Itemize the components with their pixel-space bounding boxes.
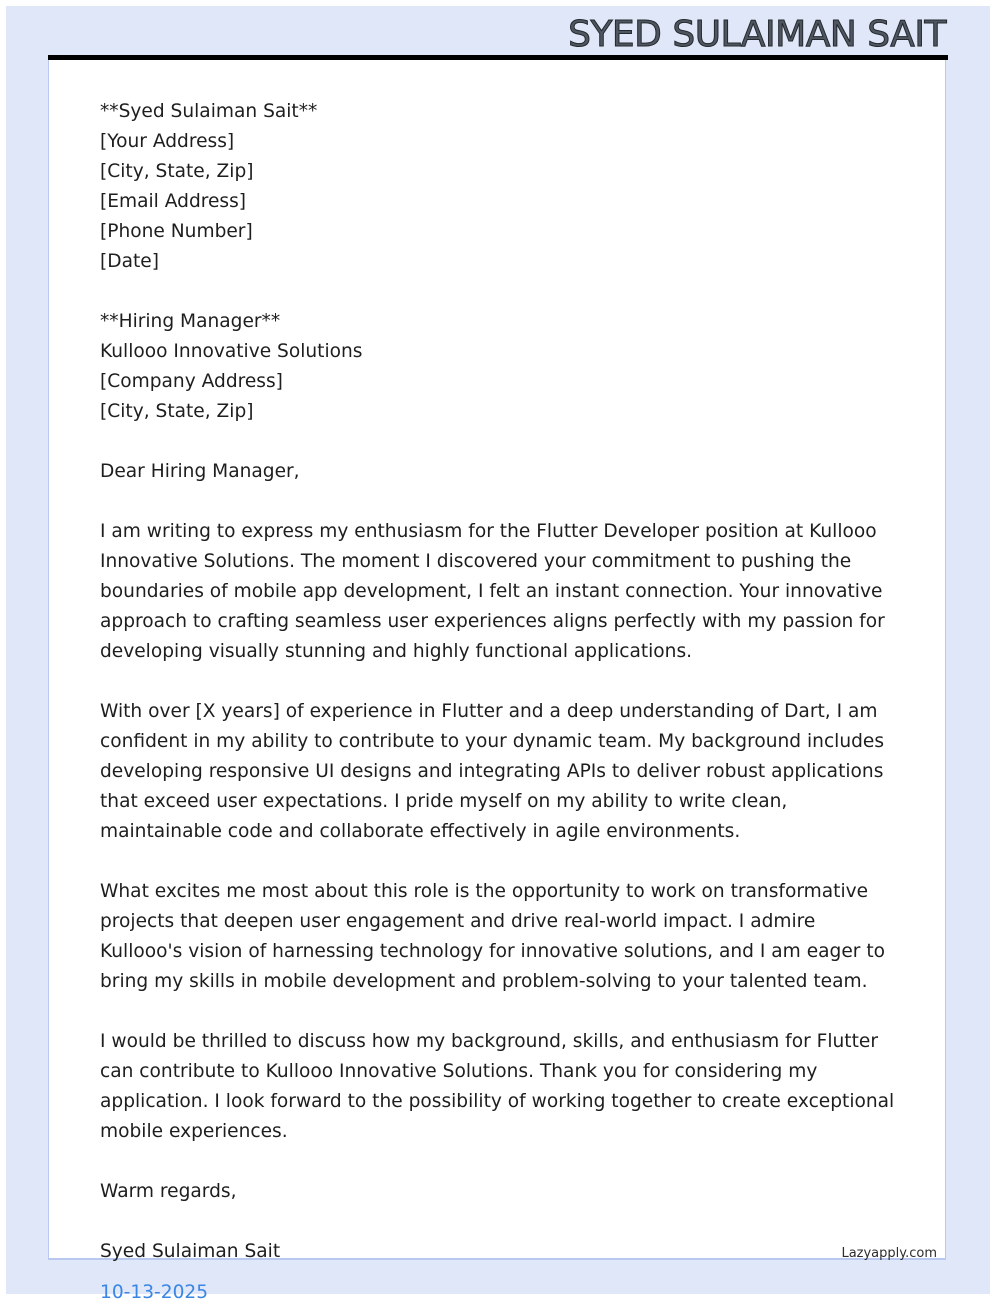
body-paragraph-1: I am writing to express my enthusiasm for the Flutter Developer position at Kullooo Innovative Solutions. The moment I discovered your commitment to pushing the boundaries of mobile app development, I felt an instant connection. Your innovative approach to crafting seamless user experiences aligns perfectly with my passion for developing visually stunning and highly functional applications. [100,521,885,662]
recipient-title: **Hiring Manager** [100,311,281,332]
body-paragraph-4: I would be thrilled to discuss how my background, skills, and enthusiasm for Flutter can contribute to Kullooo Innovative Solutions. Thank you for considering my application. I look forward to the possibility of working together to create exceptional mobile experiences. [100,1031,895,1142]
recipient-company: Kullooo Innovative Solutions [100,341,363,362]
body-paragraph-2: With over [X years] of experience in Flutter and a deep understanding of Dart, I am confident in my ability to contribute to your dynamic team. My background includes developing responsive UI designs and integrating APIs to deliver robust applications that exceed user expectations. I pride myself on my ability to write clean, maintainable code and collaborate effectively in agile environments. [100,701,885,842]
signature-name: Syed Sulaiman Sait [100,1241,281,1262]
recipient-city-state-zip: [City, State, Zip] [100,401,254,422]
watermark: Lazyapply.com [841,1246,937,1261]
body-paragraph-3: What excites me most about this role is the opportunity to work on transformative projects that deepen user engagement and drive real-world impact. I admire Kullooo's vision of harnessing technology for innovative solutions, and I am eager to bring my skills in mobile development and problem-solving to your talented team. [100,881,885,992]
letter-body [100,97,900,1267]
sender-name: **Syed Sulaiman Sait** [100,101,318,122]
salutation: Dear Hiring Manager, [100,461,300,482]
closing: Warm regards, [100,1181,237,1202]
spacer [100,427,900,457]
spacer [100,1207,900,1237]
sender-address: [Your Address] [100,131,235,152]
sender-city-state-zip: [City, State, Zip] [100,161,254,182]
spacer [100,277,900,307]
sender-date: [Date] [100,251,159,272]
sender-email: [Email Address] [100,191,247,212]
sender-phone: [Phone Number] [100,221,253,242]
spacer [100,487,900,517]
signature-date: 10-13-2025 [100,1282,209,1303]
recipient-address: [Company Address] [100,371,283,392]
header-name: SYED SULAIMAN SAIT [568,14,946,55]
